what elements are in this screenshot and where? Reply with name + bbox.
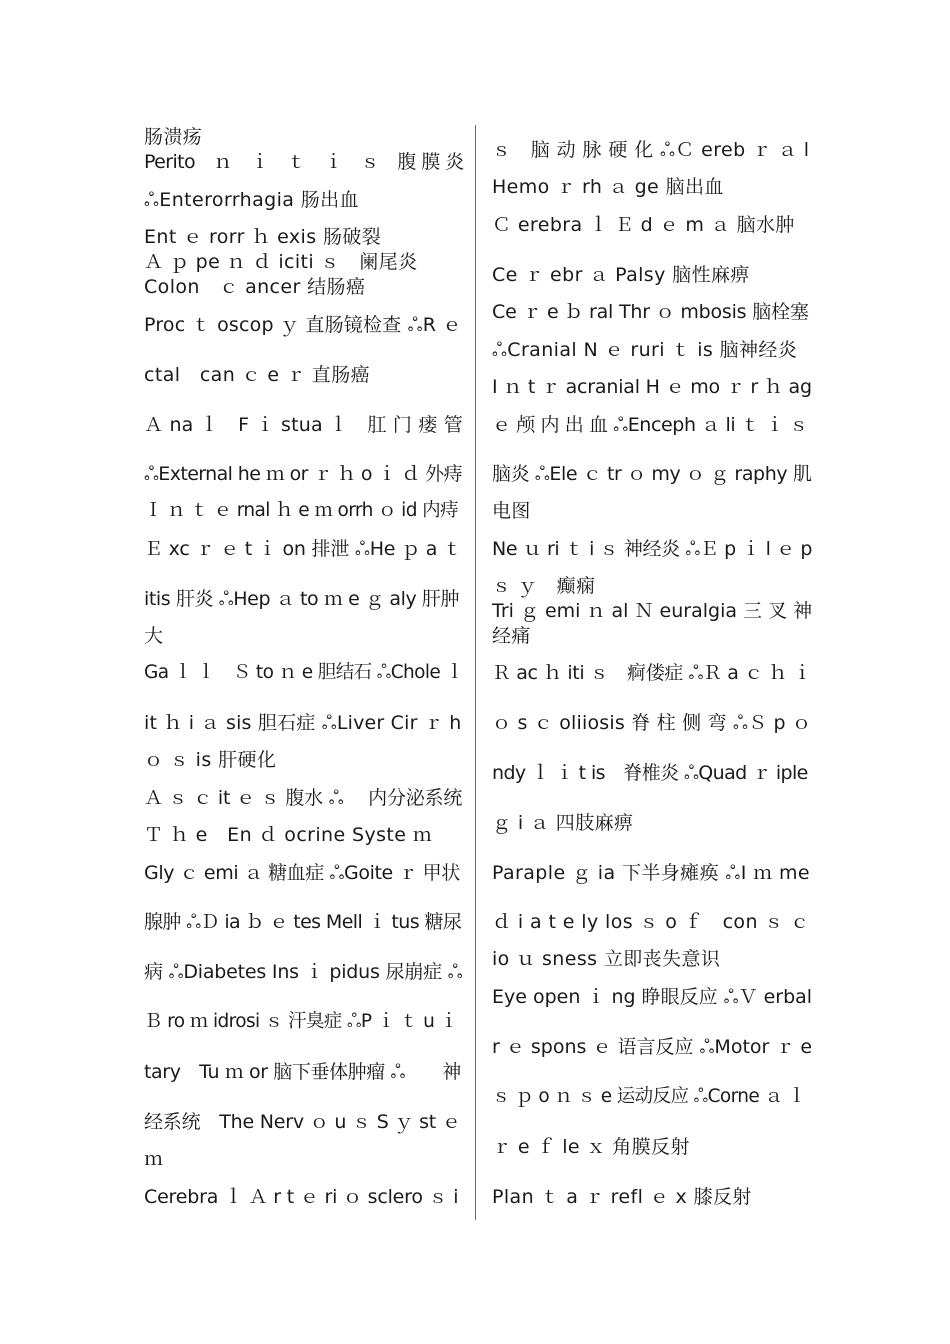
- left-column-line: itis 肝炎 ஃHep ａ to ｍ e ｇ aly 肝肿: [144, 588, 460, 610]
- right-column-line: ｅ 颅 内 出 血 ஃEnceph ａ li ｔ ｉ ｓ: [492, 414, 808, 436]
- left-column-line: Ｂ ro ｍ idrosi ｓ 汗臭症 ஃP ｉ ｔ u ｉ: [144, 1011, 458, 1032]
- right-column-line: Ce ｒ ebr ａ Palsy 脑性麻痹: [492, 264, 750, 286]
- left-column-line: Gly ｃ emi ａ 糖血症 ஃGoite ｒ 甲状: [144, 862, 460, 884]
- right-column-line: Plan ｔ a ｒ refl ｅ x 膝反射: [492, 1186, 752, 1208]
- column-divider: [475, 125, 476, 1220]
- left-column-line: Ａ ｐ pe ｎ ｄ iciti ｓ 阑尾炎: [144, 251, 418, 273]
- left-column-line: ｍ: [144, 1148, 164, 1170]
- right-column-line: Paraple ｇ ia 下半身瘫痪 ஃI ｍ me: [492, 862, 810, 884]
- left-column-line: 病 ஃDiabetes Ins ｉ pidus 尿崩症 ஃ: [144, 961, 463, 983]
- right-column-line: I ｎ t ｒ acranial H ｅ mo ｒ r ｈ ag: [492, 376, 812, 398]
- right-column-line: Hemo ｒ rh ａ ge 脑出血: [492, 176, 724, 198]
- left-column-line: Ｔ ｈ e En ｄ ocrine Syste ｍ: [144, 824, 433, 846]
- right-column-line: Ｃ erebra ｌ Ｅ d ｅ m ａ 脑水肿: [492, 214, 795, 236]
- left-column-line: Perito ｎ ｉ ｔ ｉ ｓ 腹 膜 炎: [144, 151, 464, 173]
- right-column-line: Ｒ ac ｈ iti ｓ 痾偻症 ஃＲ a ｃ ｈ ｉ: [492, 662, 812, 684]
- right-column-line: ndy ｌ ｉ t is 脊椎炎 ஃQuad ｒ iple: [492, 762, 808, 784]
- left-column-line: 腺肿 ஃＤ ia ｂ ｅ tes Mell ｉ tus 糖尿: [144, 911, 462, 933]
- right-column-line: ｓ ｙ 癫痫: [492, 575, 596, 597]
- left-column-line: Ent ｅ rorr ｈ exis 肠破裂: [144, 226, 382, 248]
- right-column-line: ｏ s ｃ oliiosis 脊 柱 侧 弯 ஃＳ p ｏ: [492, 712, 812, 734]
- left-column-line: 肠溃疡: [144, 126, 203, 148]
- left-column-line: it ｈ i ａ sis 胆石症 ஃLiver Cir ｒ h: [144, 712, 462, 734]
- left-column-line: Ａ na ｌ F ｉ stua ｌ 肛 门 瘘 管: [144, 414, 463, 436]
- left-column-line: Cerebra ｌ Ａ r t ｅ ri ｏ sclero ｓ i: [144, 1186, 459, 1208]
- left-column-line: Ａ ｓ ｃ it ｅ ｓ 腹水 ஃ 内分泌系统: [144, 787, 463, 809]
- right-column-line: 电图: [492, 500, 531, 522]
- left-column-line: tary Tu ｍ or 脑下垂体肿瘤 ஃ 神: [144, 1061, 461, 1083]
- right-column-line: ｇ i ａ 四肢麻痹: [492, 812, 634, 834]
- right-column-line: Eye open ｉ ng 睁眼反应 ஃＶ erbal: [492, 986, 813, 1008]
- right-column-line: ｒ e ｆ le ｘ 角膜反射: [492, 1136, 690, 1158]
- left-column-line: Ｅ xc ｒ ｅ t ｉ on 排泄 ஃHe ｐ a ｔ: [144, 538, 462, 560]
- right-column-line: ｄ i a t e ly los ｓ o ｆ con ｓ ｃ: [492, 911, 810, 933]
- left-column-line: ctal can ｃ e ｒ 直肠癌: [144, 364, 370, 386]
- left-column-line: Colon ｃ ancer 结肠癌: [144, 276, 366, 298]
- right-column-line: 经痛: [492, 625, 531, 647]
- right-column-line: ｓ ｐ o ｎ ｓ e 运动反应 ஃCorne ａ ｌ: [492, 1086, 806, 1107]
- left-column-line: 大: [144, 625, 164, 647]
- left-column-line: Ga ｌ ｌ Ｓ to ｎ e 胆结石 ஃChole ｌ: [144, 662, 464, 683]
- right-column-line: ｓ 脑 动 脉 硬 化 ஃＣ ereb ｒ ａ l: [492, 139, 810, 161]
- right-column-line: 脑炎 ஃEle ｃ tr ｏ my ｏ ｇ raphy 肌: [492, 463, 812, 485]
- left-column-line: ｏ ｓ is 肝硬化: [144, 749, 277, 771]
- right-column-line: r ｅ spons ｅ 语言反应 ஃMotor ｒ e: [492, 1036, 813, 1058]
- right-column-line: Ce ｒ e ｂ ral Thr ｏ mbosis 脑栓塞: [492, 301, 809, 323]
- right-column-line: Ne ｕ ri ｔ i ｓ 神经炎 ஃＥ p ｉ l ｅ p: [492, 538, 813, 560]
- left-column-line: Proc ｔ oscop ｙ 直肠镜检查 ஃR ｅ: [144, 314, 462, 336]
- right-column-line: Tri ｇ emi ｎ al Ｎ euralgia 三 叉 神: [492, 600, 813, 622]
- left-column-line: ஃEnterorrhagia 肠出血: [144, 189, 359, 211]
- left-column-line: Ｉ ｎ ｔ ｅ rnal ｈ e ｍ orrh ｏ id 内痔: [144, 500, 458, 521]
- right-column-line: ஃCranial N ｅ ruri ｔ is 脑神经炎: [492, 339, 798, 361]
- left-column-line: 经系统 The Nerv ｏ u ｓ S ｙ st ｅ: [144, 1111, 461, 1133]
- left-column-line: ஃExternal he ｍ or ｒ ｈ o ｉ ｄ 外痔: [144, 463, 462, 485]
- right-column-line: io ｕ sness 立即丧失意识: [492, 948, 721, 970]
